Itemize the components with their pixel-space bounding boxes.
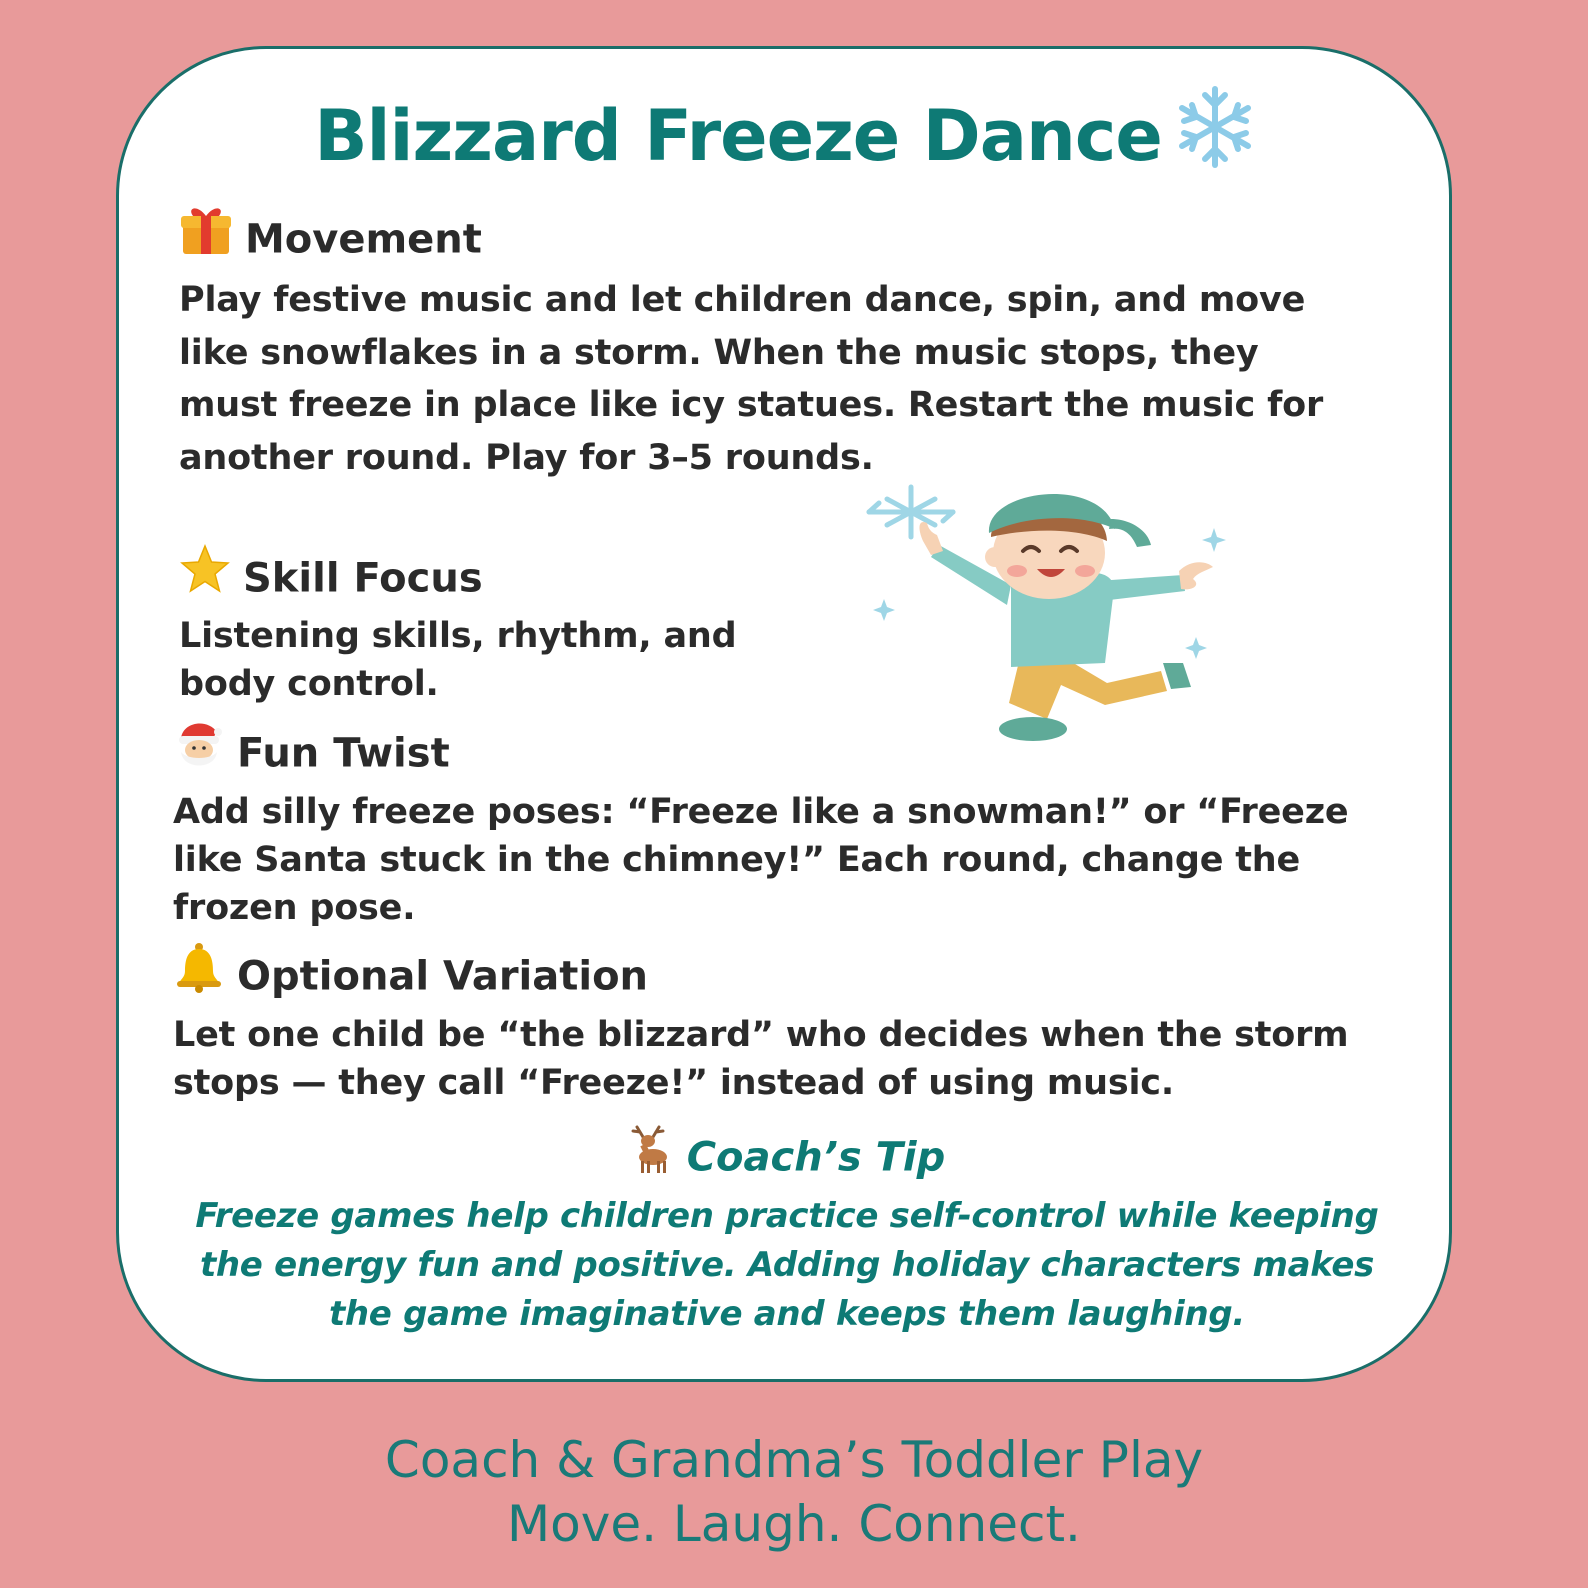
coach-tip-text: Freeze games help children practice self-control while keeping the energy fun and positive. Adding holiday characters makes the game imaginative and keeps them laughing. (195, 1196, 1379, 1334)
activity-card (116, 46, 1452, 1382)
coach-tip-heading-text: Coach’s Tip (686, 1134, 946, 1181)
optional-variation-heading-text: Optional Variation (237, 953, 649, 1000)
footer-tagline: Move. Laugh. Connect. (507, 1495, 1081, 1553)
snowflake-icon (1176, 85, 1254, 185)
dancing-child-illustration (861, 475, 1241, 749)
optional-variation-text: Let one child be “the blizzard” who decides when the storm stops — they call “Freeze!” instead of using music. (173, 1015, 1349, 1103)
footer (0, 1428, 1588, 1556)
coach-tip-heading (179, 1127, 1395, 1192)
fun-twist-heading-text: Fun Twist (237, 730, 450, 777)
coach-tip-section (179, 1127, 1395, 1339)
fun-twist-section (173, 723, 1403, 932)
fun-twist-text: Add silly freeze poses: “Freeze like a snowman!” or “Freeze like Santa stuck in the chimney!” Each round, change the frozen pose. (173, 792, 1349, 928)
gift-icon (179, 204, 233, 269)
star-icon (179, 544, 231, 607)
skill-focus-section (179, 549, 819, 708)
skill-focus-heading (179, 549, 819, 612)
movement-text: Play festive music and let children dance, spin, and move like snowflakes in a storm. When the music stops, they must freeze in place like icy statues. Restart the music for another round. Play for 3–5 rounds. (179, 280, 1324, 478)
santa-icon (173, 718, 225, 783)
bell-icon (173, 941, 225, 1006)
deer-icon (629, 1123, 673, 1188)
footer-brand: Coach & Grandma’s Toddler Play (384, 1431, 1204, 1489)
skill-focus-heading-text: Skill Focus (243, 555, 483, 602)
optional-variation-heading (173, 946, 1413, 1011)
optional-variation-section (173, 946, 1413, 1107)
movement-heading-text: Movement (245, 216, 482, 263)
movement-heading (179, 209, 1339, 274)
skill-focus-text: Listening skills, rhythm, and body control. (179, 616, 737, 704)
title-text: Blizzard Freeze Dance (314, 95, 1162, 178)
page-title (119, 91, 1449, 191)
movement-section (179, 209, 1339, 484)
